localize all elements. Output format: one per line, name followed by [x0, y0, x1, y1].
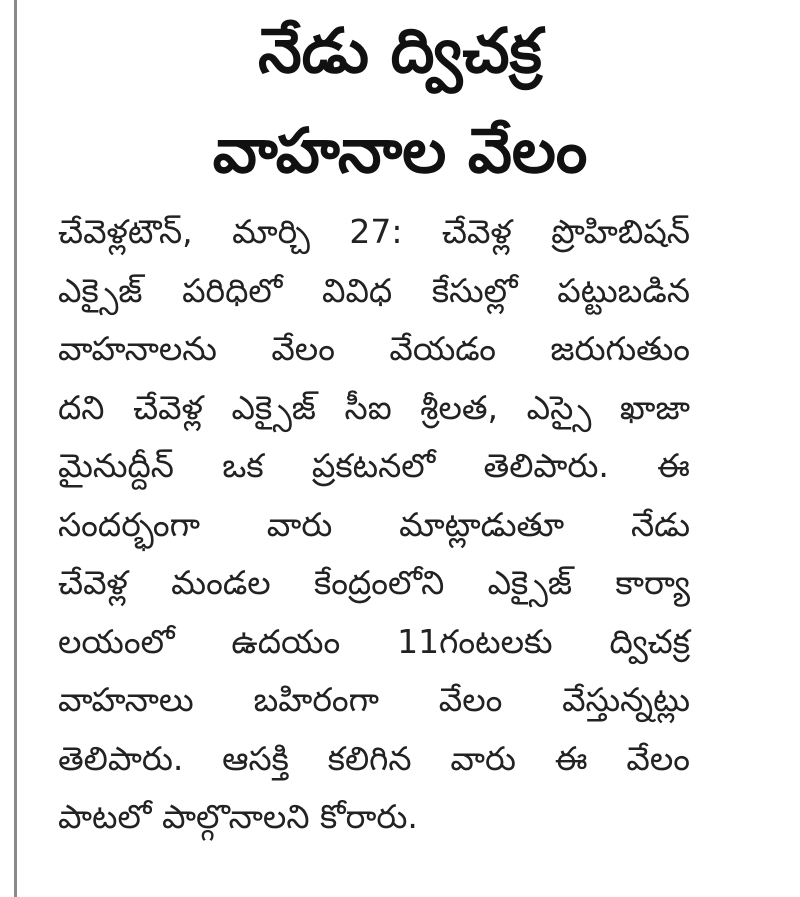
- body-line: దని చేవెళ్ల ఎక్సైజ్ సీఐ శ్రీలత, ఎస్సై ఖాజా: [58, 387, 690, 427]
- body-line: సందర్భంగా వారు మాట్లాడుతూ నేడు: [58, 504, 690, 544]
- headline-line-2: వాహనాల వేలం: [212, 114, 588, 187]
- body-line: పాటలో పాల్గొనాలని కోరారు.: [58, 797, 418, 836]
- body-line: వాహనాలు బహిరంగా వేలం వేస్తున్నట్లు: [58, 680, 690, 719]
- body-line: ఎక్సైజ్ పరిధిలో వివిధ కేసుల్లో పట్టుబడిన: [58, 270, 690, 310]
- body-line: చేవెళ్ల మండల కేంద్రంలోని ఎక్సైజ్ కార్యా: [58, 563, 690, 602]
- body-line: వాహనాలను వేలం వేయడం జరుగుతుం: [58, 329, 690, 368]
- body-line: మైనుద్దీన్ ఒక ప్రకటనలో తెలిపారు. ఈ: [58, 446, 690, 485]
- body-line: లయంలో ఉదయం 11గంటలకు ద్విచక్ర: [58, 621, 690, 661]
- headline-line-1: నేడు ద్విచక్ర: [258, 14, 542, 87]
- column-divider: [14, 0, 17, 897]
- body-line: తెలిపారు. ఆసక్తి కలిగిన వారు ఈ వేలం: [58, 738, 690, 778]
- body-line: చేవెళ్లటౌన్, మార్చి 27: చేవెళ్ల ప్రొహిబిషన్: [58, 212, 690, 251]
- article-body: [58, 203, 690, 847]
